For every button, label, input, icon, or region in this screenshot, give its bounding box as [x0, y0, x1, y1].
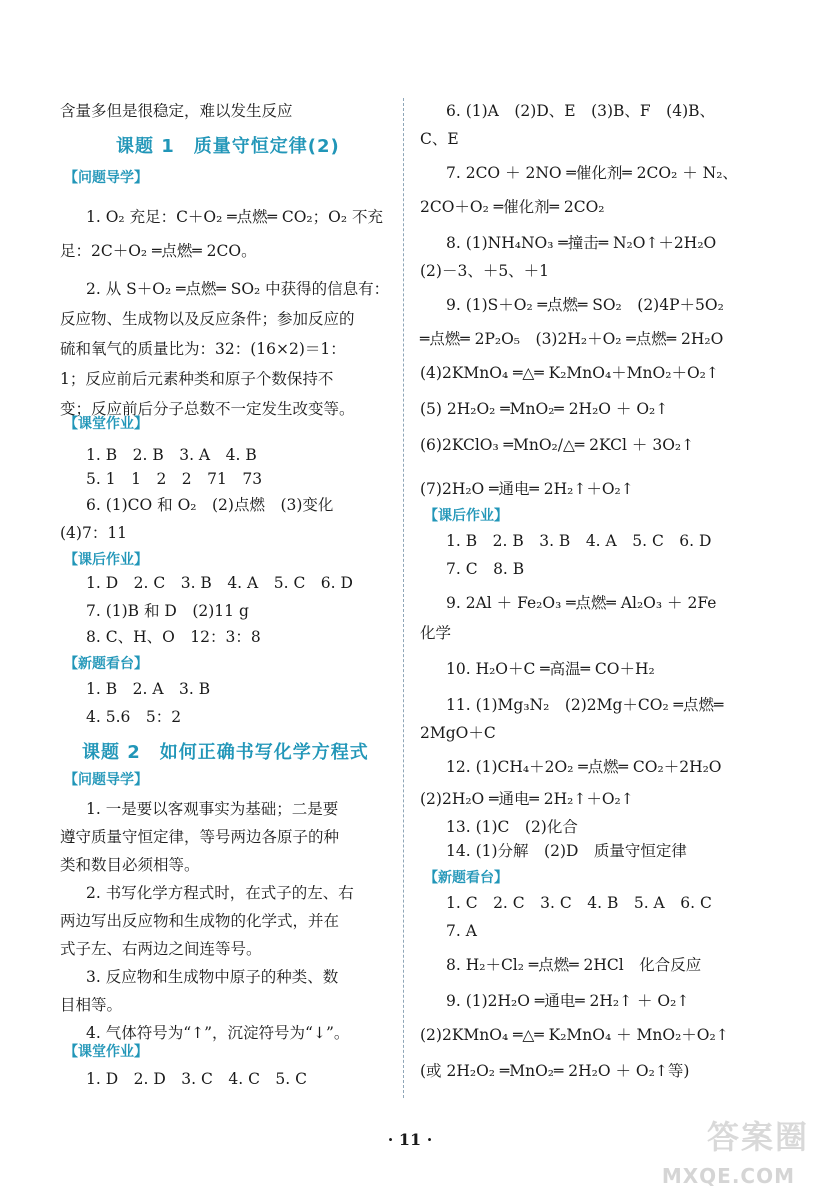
answer-line: 7. A: [446, 922, 477, 940]
answer-line: 9. (1)2H₂O ═通电═ 2H₂↑ ＋ O₂↑: [446, 992, 690, 1010]
answer-line: 两边写出反应物和生成物的化学式，并在: [60, 912, 340, 930]
answer-line: 反应物、生成物以及反应条件；参加反应的: [60, 310, 355, 328]
answer-line: 1. O₂ 充足：C＋O₂ ═点燃═ CO₂；O₂ 不充: [86, 208, 383, 226]
answer-line: 1. C 2. C 3. C 4. B 5. A 6. C: [446, 894, 712, 912]
answer-line: (或 2H₂O₂ ═MnO₂═ 2H₂O ＋ O₂↑等): [420, 1062, 690, 1080]
answer-line: 7. 2CO ＋ 2NO ═催化剂═ 2CO₂ ＋ N₂、: [446, 164, 738, 182]
answer-line: 13. (1)C (2)化合: [446, 818, 578, 836]
answer-line: 4. 5.6 5：2: [86, 708, 182, 726]
answer-line: 2. 书写化学方程式时，在式子的左、右: [86, 884, 354, 902]
answer-line: ═点燃═ 2P₂O₅ (3)2H₂＋O₂ ═点燃═ 2H₂O: [420, 330, 724, 348]
tag-kehou: 【 课后作业 】: [60, 550, 152, 570]
answer-line: 9. 2Al ＋ Fe₂O₃ ═点燃═ Al₂O₃ ＋ 2Fe: [446, 594, 717, 612]
answer-line: 12. (1)CH₄＋2O₂ ═点燃═ CO₂＋2H₂O: [446, 758, 722, 776]
answer-line: C、E: [420, 130, 459, 148]
intro-line: 含量多但是很稳定，难以发生反应: [60, 102, 293, 120]
answer-line: 硫和氧气的质量比为：32：(16×2)＝1：: [60, 340, 346, 358]
answer-line: 变；反应前后分子总数不一定发生改变等。: [60, 400, 355, 418]
tag-xinti: 【 新题看台 】: [60, 654, 152, 674]
answer-line: 4. 气体符号为“↑”，沉淀符号为“↓”。: [86, 1024, 350, 1042]
tag-ketang: 【 课堂作业 】: [60, 414, 152, 434]
answer-line: 8. C、H、O 12：3：8: [86, 628, 261, 646]
answer-line: 1. D 2. D 3. C 4. C 5. C: [86, 1070, 308, 1088]
answer-line: (4)7：11: [60, 524, 128, 542]
answer-line: 1. B 2. B 3. B 4. A 5. C 6. D: [446, 532, 712, 550]
tag-ketang-2: 【 课堂作业 】: [60, 1042, 152, 1062]
column-divider: [403, 98, 404, 1098]
tag-kehou-right: 【 课后作业 】: [420, 506, 512, 526]
answer-line: 式子左、右两边之间连等号。: [60, 940, 262, 958]
answer-line: 11. (1)Mg₃N₂ (2)2Mg＋CO₂ ═点燃═: [446, 696, 724, 714]
page-number: · 11 ·: [387, 1130, 433, 1149]
answer-line: 目相等。: [60, 996, 123, 1014]
watermark-logo: 答案圈: [706, 1118, 809, 1156]
answer-line: 6. (1)A (2)D、E (3)B、F (4)B、: [446, 102, 716, 120]
answer-line: 8. (1)NH₄NO₃ ═撞击═ N₂O↑＋2H₂O: [446, 234, 717, 252]
section-title-1: 课题 1 质量守恒定律(2): [116, 136, 340, 157]
watermark-url: MXQE.COM: [661, 1164, 795, 1188]
answer-line: 8. H₂＋Cl₂ ═点燃═ 2HCl 化合反应: [446, 956, 702, 974]
answer-line: (2)2KMnO₄ ═△═ K₂MnO₄ ＋ MnO₂＋O₂↑: [420, 1026, 729, 1044]
answer-line: 足：2C＋O₂ ═点燃═ 2CO。: [60, 242, 257, 260]
answer-line: 1. 一是要以客观事实为基础；二是要: [86, 800, 339, 818]
answer-line: 5. 1 1 2 2 71 73: [86, 470, 263, 488]
answer-line: 1；反应前后元素种类和原子个数保持不: [60, 370, 334, 388]
answer-line: 7. (1)B 和 D (2)11 g: [86, 602, 249, 620]
answer-line: 2. 从 S＋O₂ ═点燃═ SO₂ 中获得的信息有：: [86, 280, 390, 298]
answer-line: (7)2H₂O ═通电═ 2H₂↑＋O₂↑: [420, 480, 634, 498]
answer-line: (2)－3、＋5、＋1: [420, 262, 550, 280]
answer-line: 1. D 2. C 3. B 4. A 5. C 6. D: [86, 574, 353, 592]
answer-line: 10. H₂O＋C ═高温═ CO＋H₂: [446, 660, 655, 678]
answer-line: 9. (1)S＋O₂ ═点燃═ SO₂ (2)4P＋5O₂: [446, 296, 724, 314]
answer-line: 1. B 2. B 3. A 4. B: [86, 446, 257, 464]
answer-line: 14. (1)分解 (2)D 质量守恒定律: [446, 842, 687, 860]
answer-line: 1. B 2. A 3. B: [86, 680, 211, 698]
tag-wenti: 【 问题导学 】: [60, 168, 152, 188]
answer-line: 7. C 8. B: [446, 560, 525, 578]
answer-line: (4)2KMnO₄ ═△═ K₂MnO₄＋MnO₂＋O₂↑: [420, 364, 719, 382]
answer-line: (6)2KClO₃ ═MnO₂/△═ 2KCl ＋ 3O₂↑: [420, 436, 695, 454]
answer-line: (5) 2H₂O₂ ═MnO₂═ 2H₂O ＋ O₂↑: [420, 400, 669, 418]
answer-line: 2CO＋O₂ ═催化剂═ 2CO₂: [420, 198, 605, 216]
answer-line: 2MgO＋C: [420, 724, 496, 742]
answer-line: 化学: [420, 624, 452, 642]
tag-wenti-2: 【 问题导学 】: [60, 770, 152, 790]
section-title-2: 课题 2 如何正确书写化学方程式: [82, 742, 369, 763]
answer-line: 3. 反应物和生成物中原子的种类、数: [86, 968, 339, 986]
tag-xinti-right: 【 新题看台 】: [420, 868, 512, 888]
answer-line: 遵守质量守恒定律，等号两边各原子的种: [60, 828, 340, 846]
answer-line: (2)2H₂O ═通电═ 2H₂↑＋O₂↑: [420, 790, 634, 808]
answer-line: 类和数目必须相等。: [60, 856, 200, 874]
answer-line: 6. (1)CO 和 O₂ (2)点燃 (3)变化: [86, 496, 334, 514]
